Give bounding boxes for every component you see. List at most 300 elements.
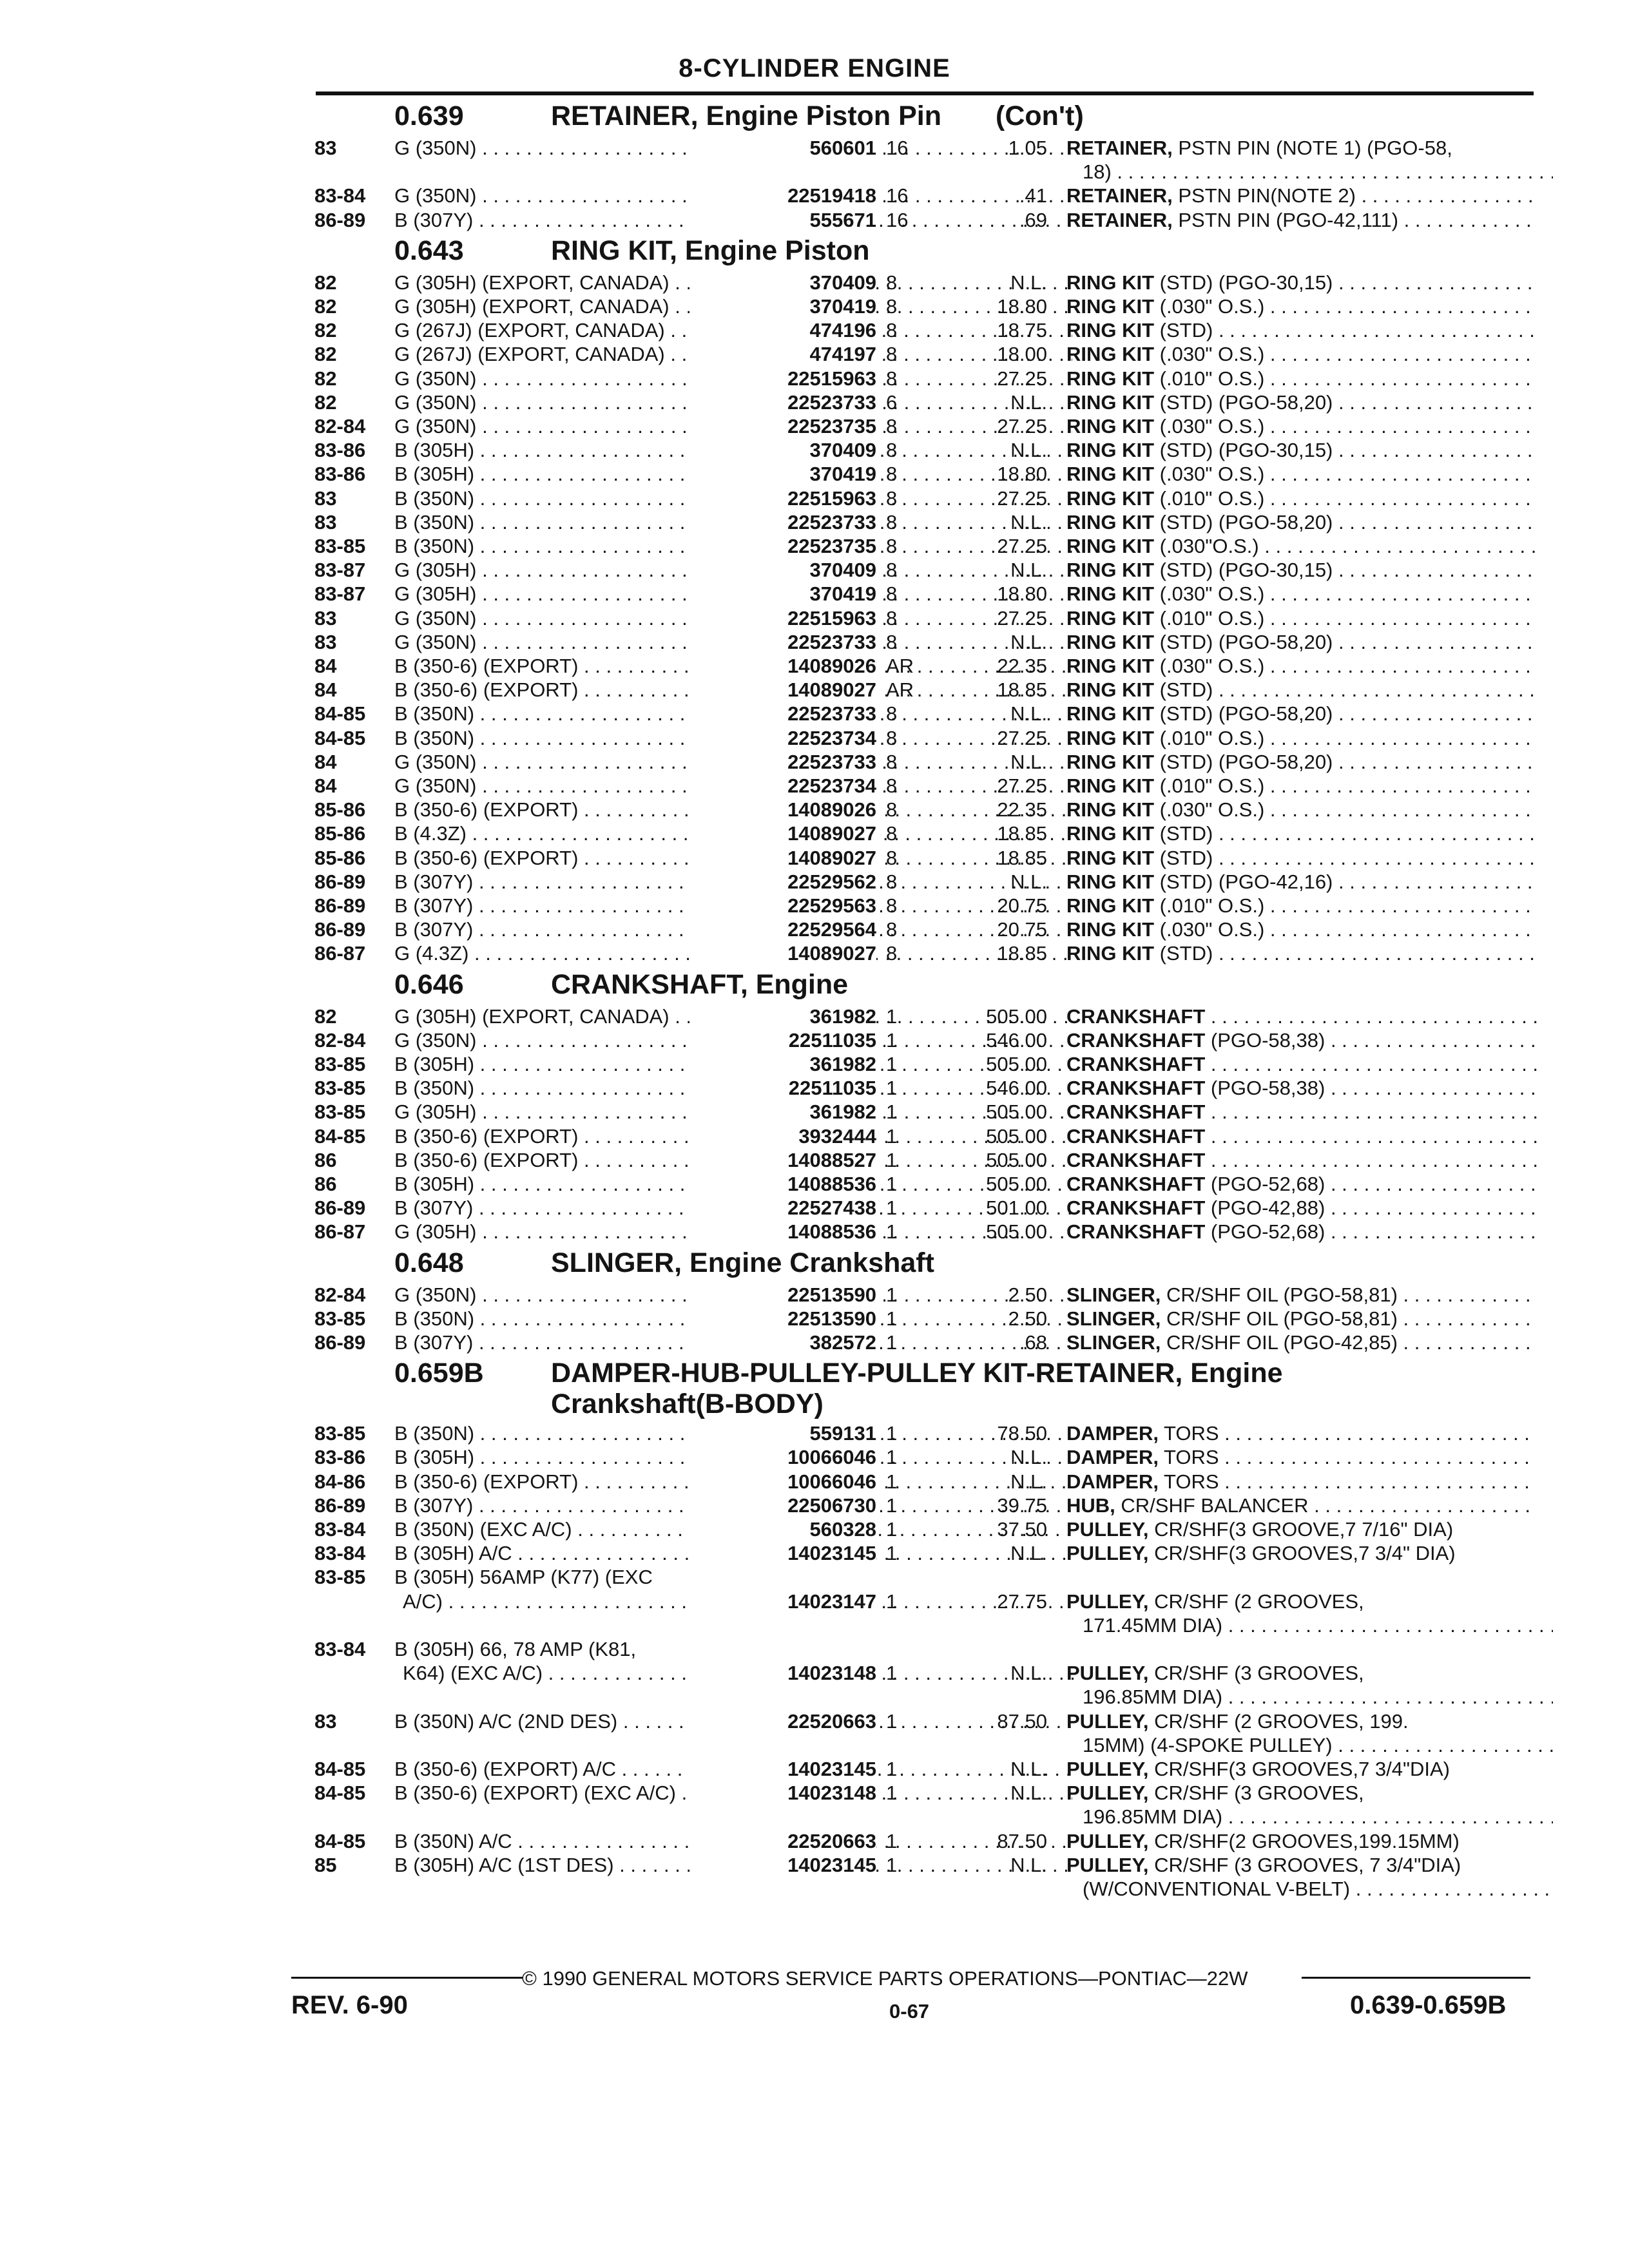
part-description	[1066, 415, 1537, 438]
application-desc: B (350N) . . .	[394, 511, 1072, 534]
price: 505.00	[986, 1004, 1047, 1028]
application-desc: B (350-6) (EXPORT) (EXC A/C) . . .	[394, 1782, 1072, 1805]
part-detail: (PGO-42,88) . . .	[1205, 1196, 1537, 1219]
section-code: 0.646	[394, 968, 464, 1000]
table-row	[0, 1173, 1629, 1196]
part-detail: (STD) . . .	[1154, 319, 1537, 341]
table-row-cont	[0, 1614, 1629, 1638]
part-number: 14023148	[689, 1662, 876, 1685]
quantity: 8	[886, 606, 898, 629]
part-detail-cont-text: 196.85MM DIA) . . .	[1083, 1686, 1553, 1708]
part-name: PULLEY,	[1066, 1829, 1149, 1852]
part-name: RING KIT	[1066, 271, 1155, 294]
table-row-cont	[0, 1878, 1629, 1901]
part-number: 14089026	[689, 798, 876, 822]
section-title: RETAINER, Engine Piston Pin	[551, 101, 942, 131]
part-number: 22523733	[689, 631, 876, 654]
model-years: 84	[314, 750, 337, 773]
price: N.L.	[1010, 750, 1047, 773]
quantity: 1	[886, 1307, 898, 1330]
model-years: 86-89	[314, 870, 366, 893]
part-number: 14023148	[689, 1782, 876, 1805]
application-desc: G (305H) (EXPORT, CANADA) . . .	[394, 295, 1072, 318]
footer-rule-right	[1302, 1977, 1530, 1979]
quantity: 1	[886, 1782, 898, 1805]
price: 18.85	[997, 678, 1047, 702]
part-name: RING KIT	[1066, 535, 1155, 557]
quantity: AR	[886, 678, 914, 702]
model-years: 86	[314, 1148, 337, 1171]
part-name: CRANKSHAFT	[1066, 1220, 1206, 1244]
part-name: RING KIT	[1066, 295, 1155, 318]
table-row	[0, 1331, 1629, 1355]
part-number: 22515963	[689, 487, 876, 510]
quantity: 8	[886, 822, 898, 845]
price: 505.00	[986, 1173, 1047, 1195]
part-name: RETAINER,	[1066, 184, 1173, 207]
application-desc: B (307Y) . . .	[394, 870, 1072, 894]
table-row	[0, 1542, 1629, 1566]
model-years: 84-85	[314, 1782, 366, 1805]
table-row	[0, 295, 1629, 319]
part-detail: (.010" O.S.) . . .	[1154, 487, 1537, 510]
table-row-cont	[0, 160, 1629, 184]
quantity: 1	[886, 1100, 898, 1124]
part-detail: PSTN PIN (PGO-42,111) . . .	[1173, 209, 1537, 231]
part-description	[1066, 184, 1537, 207]
part-name: RING KIT	[1066, 846, 1155, 869]
part-detail: (.010" O.S.) . . .	[1154, 727, 1537, 749]
table-row	[0, 1758, 1629, 1782]
part-name: RING KIT	[1066, 798, 1155, 822]
part-description	[1066, 678, 1537, 702]
model-years: 84-85	[314, 1829, 366, 1852]
part-description	[1066, 367, 1537, 390]
model-years: 84-85	[314, 1758, 366, 1780]
application-desc: B (305H) 56AMP (K77) (EXC	[394, 1566, 653, 1589]
quantity: 8	[886, 319, 898, 342]
price: N.L.	[1010, 1542, 1047, 1565]
quantity: 8	[886, 367, 898, 390]
price: .69	[1019, 208, 1047, 231]
part-name: RETAINER,	[1066, 208, 1173, 231]
table-row	[0, 1307, 1629, 1331]
part-name: RING KIT	[1066, 942, 1155, 965]
part-detail: (STD) (PGO-58,20) . . .	[1154, 391, 1537, 414]
part-description	[1066, 439, 1537, 462]
quantity: 1	[886, 1518, 898, 1541]
part-description	[1066, 559, 1537, 582]
part-detail: CR/SHF(2 GROOVES,199.15MM)	[1148, 1829, 1460, 1852]
part-name: CRANKSHAFT	[1066, 1173, 1206, 1195]
model-years: 83	[314, 1709, 337, 1733]
model-years: 86	[314, 1173, 337, 1195]
quantity: 16	[886, 137, 909, 159]
part-name: RING KIT	[1066, 367, 1155, 390]
part-name: RING KIT	[1066, 678, 1155, 702]
part-number: 560328	[689, 1518, 876, 1541]
application-desc: B (350N) A/C (2ND DES) . . .	[394, 1710, 1072, 1733]
model-years: 83-86	[314, 439, 366, 462]
model-years: 84-85	[314, 702, 366, 726]
part-number: 14023145	[689, 1542, 876, 1565]
part-detail-cont	[1083, 1734, 1553, 1757]
model-years: 82	[314, 295, 337, 318]
part-name: RING KIT	[1066, 894, 1155, 917]
part-number: 361982	[689, 1100, 876, 1124]
model-years: 85-86	[314, 846, 366, 869]
price: 2.50	[1008, 1283, 1047, 1306]
model-years: 83-85	[314, 1307, 366, 1330]
table-row	[0, 367, 1629, 391]
part-number: 22523733	[689, 511, 876, 534]
part-number: 22511035	[689, 1029, 876, 1052]
part-description	[1066, 271, 1537, 294]
quantity: 8	[886, 463, 898, 486]
model-years: 83-86	[314, 1446, 366, 1469]
part-description	[1066, 607, 1537, 630]
table-row	[0, 1077, 1629, 1100]
part-name: RING KIT	[1066, 702, 1155, 726]
application-desc: G (350N) . . .	[394, 137, 1072, 160]
part-name: PULLEY,	[1066, 1709, 1149, 1733]
part-number: 14023147	[689, 1590, 876, 1613]
part-detail-cont	[1083, 1614, 1553, 1637]
model-years: 82	[314, 390, 337, 414]
part-name: RING KIT	[1066, 750, 1155, 773]
table-row	[0, 415, 1629, 439]
part-number: 22515963	[689, 367, 876, 390]
part-name: RING KIT	[1066, 822, 1155, 845]
part-name: RETAINER,	[1066, 137, 1173, 159]
section-title: RING KIT, Engine Piston	[551, 235, 870, 266]
price: N.L.	[1010, 1758, 1047, 1780]
price: 18.85	[997, 942, 1047, 965]
application-desc: B (350-6) (EXPORT) A/C . . .	[394, 1758, 1072, 1781]
part-number: 22520663	[689, 1830, 876, 1853]
part-number: 14089027	[689, 847, 876, 870]
application-desc: G (305H) . . .	[394, 1220, 1072, 1244]
part-number: 22523735	[689, 415, 876, 438]
part-detail: (.030" O.S.) . . .	[1154, 295, 1537, 318]
application-desc: B (307Y) . . .	[394, 1494, 1072, 1517]
table-row	[0, 870, 1629, 894]
part-name: CRANKSHAFT	[1066, 1028, 1206, 1052]
quantity: 1	[886, 1283, 898, 1306]
price: 505.00	[986, 1100, 1047, 1124]
part-detail: (STD) . . .	[1154, 678, 1537, 701]
price: 18.85	[997, 846, 1047, 869]
price: N.L.	[1010, 630, 1047, 653]
application-desc: B (305H) . . .	[394, 1053, 1072, 1076]
price: 18.80	[997, 582, 1047, 606]
section-code: 0.648	[394, 1247, 464, 1278]
price: 27.25	[997, 486, 1047, 510]
part-description	[1066, 1173, 1537, 1196]
part-description	[1066, 487, 1537, 510]
part-detail: (.010" O.S.) . . .	[1154, 367, 1537, 390]
application-desc: B (350-6) (EXPORT) . . .	[394, 798, 1072, 822]
quantity: 1	[886, 1004, 898, 1028]
part-name: RING KIT	[1066, 390, 1155, 414]
section-title-cont: Crankshaft(B-BODY)	[551, 1389, 824, 1420]
price: N.L.	[1010, 559, 1047, 582]
quantity: 1	[886, 1220, 898, 1244]
table-row	[0, 847, 1629, 870]
quantity: 8	[886, 726, 898, 749]
part-number: 474197	[689, 343, 876, 366]
table-row	[0, 1029, 1629, 1053]
part-number: 10066046	[689, 1470, 876, 1494]
quantity: 1	[886, 1028, 898, 1052]
part-name: DAMPER,	[1066, 1422, 1159, 1445]
table-row	[0, 1053, 1629, 1077]
application-desc: G (267J) (EXPORT, CANADA) . . .	[394, 343, 1072, 366]
part-detail-cont-text: 18) . . .	[1083, 160, 1553, 183]
part-name: RING KIT	[1066, 439, 1155, 462]
part-description	[1066, 822, 1537, 845]
part-number: 22527438	[689, 1196, 876, 1220]
part-detail: CR/SHF (3 GROOVES, 7 3/4"DIA)	[1148, 1853, 1461, 1876]
footer-section-range: 0.639-0.659B	[1350, 1991, 1507, 2019]
part-number: 22523733	[689, 702, 876, 726]
price: 20.75	[997, 894, 1047, 917]
price: N.L.	[1010, 390, 1047, 414]
part-detail: (.030" O.S.) . . .	[1154, 655, 1537, 677]
application-desc-cont: A/C) . . .	[403, 1590, 1081, 1613]
quantity: 8	[886, 582, 898, 606]
part-number: 22513590	[689, 1283, 876, 1307]
model-years: 82	[314, 319, 337, 342]
part-detail: CR/SHF OIL (PGO-58,81) . . .	[1161, 1307, 1537, 1330]
price: N.L.	[1010, 1782, 1047, 1805]
part-number: 361982	[689, 1053, 876, 1076]
price: 27.25	[997, 606, 1047, 629]
part-name: SLINGER,	[1066, 1307, 1161, 1330]
model-years: 85-86	[314, 798, 366, 822]
part-number: 555671	[689, 209, 876, 232]
part-detail: (.030" O.S.) . . .	[1154, 798, 1537, 821]
part-description	[1066, 702, 1537, 726]
part-detail: (.010" O.S.) . . .	[1154, 607, 1537, 629]
application-desc: G (350N) . . .	[394, 1029, 1072, 1052]
part-name: SLINGER,	[1066, 1283, 1161, 1306]
part-number: 22523735	[689, 535, 876, 558]
price: 27.25	[997, 415, 1047, 437]
quantity: 8	[886, 510, 898, 533]
part-name: RING KIT	[1066, 726, 1155, 749]
part-name: CRANKSHAFT	[1066, 1196, 1206, 1220]
table-row	[0, 1518, 1629, 1542]
part-description	[1066, 1494, 1537, 1517]
application-desc: B (307Y) . . .	[394, 1331, 1072, 1354]
part-detail: PSTN PIN (NOTE 1) (PGO-58,	[1172, 137, 1452, 159]
part-number: 560601	[689, 137, 876, 160]
table-row	[0, 137, 1629, 160]
table-row	[0, 1710, 1629, 1734]
model-years: 82-84	[314, 1028, 366, 1052]
model-years: 86-87	[314, 1220, 366, 1244]
application-desc: B (305H) 66, 78 AMP (K81,	[394, 1638, 637, 1660]
price: N.L.	[1010, 1853, 1047, 1876]
part-number: 14023145	[689, 1758, 876, 1781]
part-number: 22520663	[689, 1710, 876, 1733]
application-desc: G (350N) . . .	[394, 184, 1072, 207]
table-row	[0, 439, 1629, 463]
application-desc: G (350N) . . .	[394, 607, 1072, 630]
part-detail: (STD) . . .	[1154, 847, 1537, 869]
part-name: PULLEY,	[1066, 1662, 1149, 1685]
part-detail: (.030" O.S.) . . .	[1154, 918, 1537, 941]
price: 27.25	[997, 535, 1047, 557]
part-detail-cont-text: 196.85MM DIA) . . .	[1083, 1805, 1553, 1828]
table-row	[0, 655, 1629, 678]
price: N.L.	[1010, 271, 1047, 294]
part-detail: (STD) (PGO-42,16) . . .	[1154, 870, 1537, 893]
application-desc: G (350N) . . .	[394, 1283, 1072, 1307]
quantity: 1	[886, 1590, 898, 1613]
part-number: 14089027	[689, 678, 876, 702]
model-years: 84-85	[314, 1124, 366, 1148]
application-desc: B (350N) . . .	[394, 727, 1072, 750]
model-years: 83	[314, 630, 337, 653]
table-row-cont	[0, 1805, 1629, 1829]
part-description	[1066, 1782, 1537, 1805]
quantity: 16	[886, 184, 909, 207]
table-row	[0, 1100, 1629, 1124]
part-number: 22529562	[689, 870, 876, 894]
application-desc: G (305H) (EXPORT, CANADA) . . .	[394, 271, 1072, 294]
model-years: 83	[314, 137, 337, 159]
application-desc: B (305H) . . .	[394, 1173, 1072, 1196]
quantity: 1	[886, 1422, 898, 1445]
price: 37.50	[997, 1518, 1047, 1541]
table-row	[0, 1494, 1629, 1518]
price: 18.00	[997, 343, 1047, 366]
quantity: 8	[886, 559, 898, 582]
quantity: 1	[886, 1053, 898, 1075]
quantity: 1	[886, 1829, 898, 1852]
part-detail-cont	[1083, 1805, 1553, 1829]
quantity: 1	[886, 1196, 898, 1220]
application-desc: G (350N) . . .	[394, 391, 1072, 414]
price: 18.75	[997, 319, 1047, 342]
model-years: 82-84	[314, 1283, 366, 1306]
price: .68	[1019, 1331, 1047, 1354]
part-description	[1066, 870, 1537, 894]
table-row	[0, 894, 1629, 918]
part-detail: CR/SHF(3 GROOVE,7 7/16" DIA)	[1148, 1518, 1454, 1541]
part-name: DAMPER,	[1066, 1470, 1159, 1493]
application-desc: B (4.3Z) . . .	[394, 822, 1072, 845]
table-row	[0, 343, 1629, 367]
application-desc: G (305H) . . .	[394, 1100, 1072, 1124]
part-number: 14089027	[689, 942, 876, 965]
model-years: 83-85	[314, 1566, 366, 1589]
table-row	[0, 942, 1629, 966]
application-desc: B (305H) . . .	[394, 1446, 1072, 1469]
price: N.L.	[1010, 870, 1047, 893]
model-years: 86-89	[314, 1494, 366, 1517]
application-desc: B (350N) . . .	[394, 1422, 1072, 1445]
table-row	[0, 559, 1629, 582]
table-row-cont	[0, 1686, 1629, 1709]
part-detail: (STD) (PGO-58,20) . . .	[1154, 631, 1537, 653]
application-desc: B (305H) A/C (1ST DES) . . .	[394, 1854, 1072, 1877]
part-description	[1066, 137, 1537, 160]
part-name: RING KIT	[1066, 774, 1155, 797]
application-desc: B (305H) A/C . . .	[394, 1542, 1072, 1565]
part-description	[1066, 1077, 1537, 1100]
table-row	[0, 1830, 1629, 1854]
table-row	[0, 678, 1629, 702]
table-row	[0, 511, 1629, 535]
application-desc: G (305H) (EXPORT, CANADA) . . .	[394, 1005, 1072, 1028]
part-detail: (.010" O.S.) . . .	[1154, 894, 1537, 917]
part-detail: (.030" O.S.) . . .	[1154, 463, 1537, 485]
part-detail: (STD) (PGO-30,15) . . .	[1154, 559, 1537, 581]
part-number: 14023145	[689, 1854, 876, 1877]
part-name: DAMPER,	[1066, 1446, 1159, 1469]
part-detail: (PGO-58,38) . . .	[1205, 1029, 1537, 1052]
part-name: CRANKSHAFT	[1066, 1053, 1206, 1075]
part-detail: (PGO-52,68) . . .	[1205, 1220, 1537, 1243]
part-name: RING KIT	[1066, 486, 1155, 510]
section-title: DAMPER-HUB-PULLEY-PULLEY KIT-RETAINER, Engine	[551, 1358, 1283, 1389]
model-years: 83-87	[314, 582, 366, 606]
part-number: 22523734	[689, 727, 876, 750]
part-description	[1066, 942, 1537, 965]
part-description	[1066, 1446, 1537, 1469]
quantity: 1	[886, 1709, 898, 1733]
part-number: 361982	[689, 1005, 876, 1028]
part-detail: (STD) . . .	[1154, 822, 1537, 845]
part-number: 22506730	[689, 1494, 876, 1517]
application-desc: G (350N) . . .	[394, 751, 1072, 774]
quantity: 1	[886, 1542, 898, 1565]
part-description	[1066, 1100, 1537, 1124]
page-header: 8-CYLINDER ENGINE	[679, 54, 950, 82]
table-row	[0, 319, 1629, 343]
price: 505.00	[986, 1053, 1047, 1075]
quantity: 8	[886, 870, 898, 893]
price: 87.50	[997, 1829, 1047, 1852]
part-name: PULLEY,	[1066, 1853, 1149, 1876]
section-code: 0.643	[394, 235, 464, 266]
quantity: 6	[886, 390, 898, 414]
part-detail-cont	[1083, 160, 1553, 184]
price: 87.50	[997, 1709, 1047, 1733]
table-row	[0, 751, 1629, 774]
part-description	[1066, 1422, 1537, 1445]
part-detail: (STD) . . .	[1154, 942, 1537, 965]
table-row	[0, 1782, 1629, 1805]
quantity: 1	[886, 1173, 898, 1195]
application-desc: B (307Y) . . .	[394, 1196, 1072, 1220]
part-description	[1066, 918, 1537, 941]
part-detail	[1205, 1100, 1537, 1123]
part-detail-cont	[1083, 1878, 1553, 1901]
quantity: 1	[886, 1470, 898, 1493]
model-years: 82	[314, 1004, 337, 1028]
footer-rule-left	[291, 1977, 523, 1979]
price: N.L.	[1010, 439, 1047, 462]
quantity: 8	[886, 750, 898, 773]
table-row	[0, 1470, 1629, 1494]
part-description	[1066, 798, 1537, 822]
table-row	[0, 1149, 1629, 1173]
table-row	[0, 1283, 1629, 1307]
